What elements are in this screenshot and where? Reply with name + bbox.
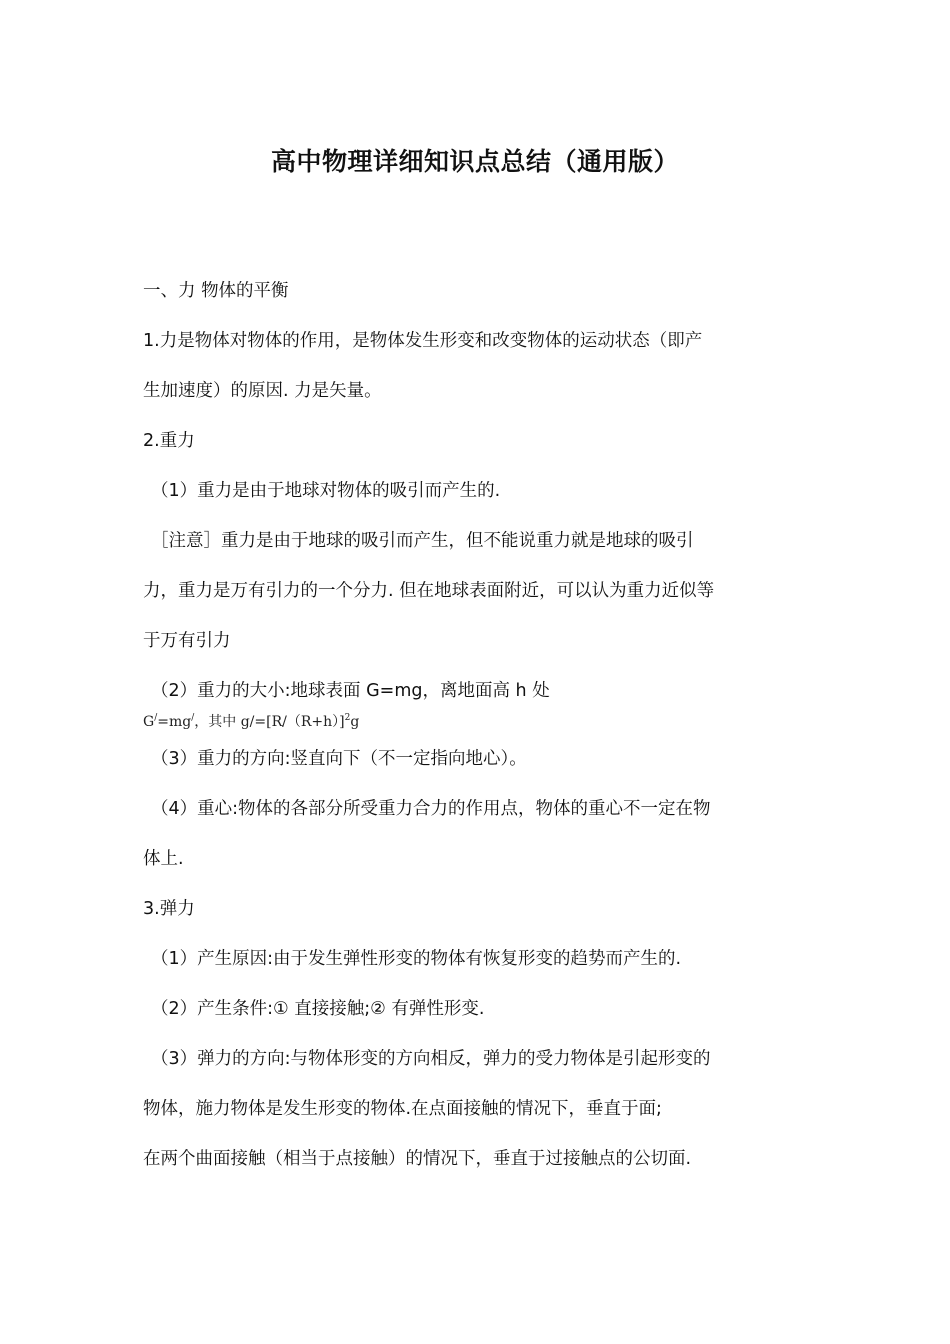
formula-sup-1: / [154,713,158,723]
gravity-item-2: （2）重力的大小:地球表面 G=mg，离地面高 h 处 [151,681,550,701]
gravity-item-1: （1）重力是由于地球对物体的吸引而产生的. [151,481,501,501]
subsection-heading-elastic-force: 3.弹力 [143,899,195,919]
formula-sup-3: 2 [344,713,351,723]
formula-part-4: g [350,714,360,730]
document-body [143,266,783,1184]
formula-part-1: G [143,714,155,730]
elastic-item-3-line1: （3）弹力的方向:与物体形变的方向相反，弹力的受力物体是引起形变的 [151,1049,711,1069]
gravity-note-line2: 力，重力是万有引力的一个分力. 但在地球表面附近，可以认为重力近似等 [143,581,715,601]
elastic-item-3-line3: 在两个曲面接触（相当于点接触）的情况下，垂直于过接触点的公切面. [143,1149,692,1169]
gravity-item-3: （3）重力的方向:竖直向下（不一定指向地心）。 [151,749,527,769]
formula-part-3: ，其中 g/=[R/（R+h）] [194,714,345,730]
elastic-item-2: （2）产生条件:① 直接接触;② 有弹性形变. [151,999,485,1019]
paragraph-force-definition-line2: 生加速度）的原因. 力是矢量。 [143,381,382,401]
gravity-item-4-line2: 体上. [143,849,184,869]
gravity-note-line3: 于万有引力 [143,631,231,651]
formula-sup-2: / [191,713,195,723]
gravity-note-line1: ［注意］重力是由于地球的吸引而产生，但不能说重力就是地球的吸引 [151,531,694,551]
document-title: 高中物理详细知识点总结（通用版） [270,147,679,176]
section-heading-force-equilibrium: 一、力 物体的平衡 [143,281,289,301]
elastic-item-3-line2: 物体，施力物体是发生形变的物体.在点面接触的情况下，垂直于面; [143,1099,662,1119]
gravity-item-4-line1: （4）重心:物体的各部分所受重力合力的作用点，物体的重心不一定在物 [151,799,711,819]
paragraph-force-definition-line1: 1.力是物体对物体的作用，是物体发生形变和改变物体的运动状态（即产 [143,331,703,351]
subsection-heading-gravity: 2.重力 [143,431,195,451]
elastic-item-1: （1）产生原因:由于发生弹性形变的物体有恢复形变的趋势而产生的. [151,949,682,969]
formula-part-2: =mg [157,714,192,730]
